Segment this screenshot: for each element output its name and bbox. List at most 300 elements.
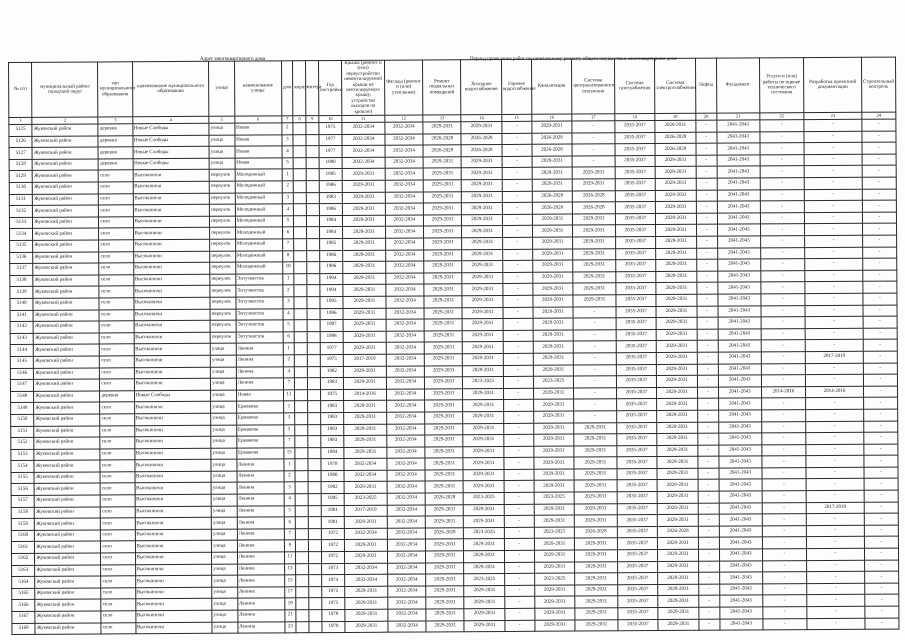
table-cell: -	[572, 132, 615, 144]
table-cell: -	[696, 178, 717, 190]
table-cell: -	[805, 212, 863, 224]
table-cell: 2029-2031	[424, 261, 462, 273]
table-cell: 2035-2037	[615, 237, 656, 249]
table-cell: 1972	[321, 551, 344, 563]
table-cell: -	[761, 375, 806, 387]
table-cell: 2029-2031	[425, 481, 463, 493]
table-cell: Ленина	[237, 563, 284, 575]
table-cell: -	[807, 595, 865, 607]
table-cell	[307, 355, 320, 367]
table-cell: 9	[284, 540, 296, 552]
table-cell: 2029-2031	[463, 458, 504, 470]
table-cell: 2032-2034	[386, 365, 424, 377]
table-cell: -	[502, 214, 532, 226]
table-cell: 2029-2031	[424, 330, 462, 342]
table-cell: 5130	[9, 182, 32, 194]
table-cell: -	[502, 226, 532, 238]
table-cell	[296, 586, 309, 598]
table-cell: 2032-2034	[385, 157, 423, 169]
table-cell	[308, 517, 321, 529]
table-cell: 2029-2031	[575, 538, 618, 550]
table-cell: 2035-2037	[615, 121, 656, 133]
table-cell: Высокиничи	[135, 564, 212, 576]
table-cell: село	[101, 530, 135, 542]
table-cell: 2041-2043	[719, 561, 762, 573]
table-cell: 2035-2037	[616, 318, 657, 330]
table-cell: -	[804, 131, 862, 143]
table-cell: -	[760, 259, 805, 271]
table-cell: 2	[281, 123, 293, 135]
table-cell: -	[862, 166, 896, 178]
table-cell: 2026-2028	[423, 145, 461, 157]
table-cell	[293, 146, 306, 158]
table-cell: 2029-2031	[344, 412, 387, 424]
table-cell: 2026-2028	[573, 202, 616, 214]
table-cell: -	[698, 607, 719, 619]
table-cell: 2041-2043	[717, 224, 760, 236]
table-cell: 2023-2025	[464, 574, 505, 586]
table-cell: Высокиничи	[135, 494, 212, 506]
table-cell: Энтузиастов	[236, 320, 283, 332]
table-cell: 2029-2031	[463, 353, 504, 365]
table-cell: Жуковский район	[35, 623, 101, 635]
table-cell: 2029-2031	[534, 550, 575, 562]
table-cell: 2041-2043	[719, 549, 762, 561]
column-number: 1	[9, 117, 32, 124]
table-cell: Ленина	[236, 355, 283, 367]
table-cell: 1983	[320, 412, 343, 424]
table-cell: 2035-2037	[617, 457, 658, 469]
table-cell: 2029-2031	[573, 272, 616, 284]
table-cell: -	[862, 223, 896, 235]
table-cell	[296, 552, 309, 564]
table-cell: -	[574, 411, 617, 423]
table-cell: -	[805, 293, 863, 305]
table-cell: 2029-2031	[532, 225, 573, 237]
table-cell: 1	[282, 169, 294, 181]
table-cell: Жуковский район	[34, 356, 100, 368]
column-number: 2	[32, 117, 98, 124]
table-cell: 1986	[320, 262, 343, 274]
table-cell	[308, 401, 321, 413]
table-cell: Жуковский район	[35, 518, 101, 530]
table-cell: 2029-2031	[658, 549, 699, 561]
table-cell: 2032-2034	[386, 342, 424, 354]
table-cell: 2035-2037	[616, 329, 657, 341]
table-cell: 2035-2037	[617, 492, 658, 504]
table-cell: 5154	[11, 461, 34, 473]
table-cell: Жуковский район	[33, 286, 99, 298]
table-cell: 1975	[319, 123, 342, 135]
table-cell: -	[759, 120, 804, 132]
table-cell: переулок	[210, 204, 236, 216]
table-cell: Высокиничи	[135, 587, 212, 599]
table-cell: 2029-2031	[532, 179, 573, 191]
table-cell: 2035-2037	[617, 515, 658, 527]
table-cell: Жуковский район	[35, 565, 101, 577]
column-number: 20	[695, 113, 716, 120]
table-cell	[295, 482, 308, 494]
table-cell: 2029-2031	[657, 457, 698, 469]
table-cell: 2029-2031	[343, 331, 386, 343]
table-cell	[294, 192, 307, 204]
table-cell: 2029-2031	[657, 480, 698, 492]
table-cell: 5128	[9, 159, 32, 171]
column-header: Год постройки	[318, 60, 342, 115]
table-cell: 1983	[320, 424, 343, 436]
column-number: 23	[804, 112, 862, 119]
table-cell: -	[760, 154, 805, 166]
table-cell: 2041-2043	[718, 294, 761, 306]
table-cell: 2029-2031	[345, 540, 388, 552]
table-cell	[306, 157, 319, 169]
table-cell: 1980	[321, 470, 344, 482]
table-cell: -	[697, 398, 718, 410]
table-cell: 1	[283, 343, 295, 355]
table-cell: 2029-2031	[426, 620, 464, 632]
table-cell: переулок	[210, 251, 236, 263]
table-cell: 2029-2031	[343, 285, 386, 297]
table-cell: переулок	[210, 228, 236, 240]
table-cell: 2029-2031	[345, 586, 388, 598]
table-cell: -	[697, 329, 718, 341]
table-cell: 2041-2043	[717, 120, 760, 132]
table-cell	[306, 169, 319, 181]
table-cell: 2032-2034	[387, 528, 425, 540]
table-cell: Ленина	[236, 378, 283, 390]
table-cell: Энтузиастов	[236, 274, 283, 286]
table-cell: село	[100, 437, 134, 449]
table-cell: 2029-2031	[533, 341, 574, 353]
table-cell: -	[863, 397, 897, 409]
table-cell: 1975	[320, 389, 343, 401]
table-cell: 1994	[320, 273, 343, 285]
table-cell: -	[762, 514, 807, 526]
table-cell: 2023-2025	[464, 493, 505, 505]
table-cell: 2029-2031	[464, 585, 505, 597]
table-cell: -	[864, 444, 898, 456]
table-cell: 2014-2016	[344, 389, 387, 401]
table-cell: 2041-2043	[718, 259, 761, 271]
table-cell: 1972	[321, 528, 344, 540]
table-cell: деревня	[98, 124, 132, 136]
table-cell: 2026-2028	[655, 144, 696, 156]
table-cell: -	[760, 282, 805, 294]
table-cell: 2029-2031	[424, 226, 462, 238]
table-cell: 2029-2031	[343, 250, 386, 262]
table-cell: -	[503, 353, 533, 365]
table-cell: Высокиничи	[134, 378, 211, 390]
table-cell: 5125	[9, 124, 32, 136]
table-cell: 2032-2034	[385, 168, 423, 180]
table-cell: 4	[283, 366, 295, 378]
table-cell: -	[504, 527, 534, 539]
column-number: 8	[293, 116, 306, 123]
table-cell: 5158	[11, 507, 34, 519]
table-cell: -	[572, 144, 615, 156]
table-cell: 2029-2031	[533, 318, 574, 330]
table-cell: Новая	[235, 146, 282, 158]
table-cell: Жуковский район	[34, 449, 100, 461]
table-cell: -	[696, 213, 717, 225]
table-cell: Жуковский район	[35, 553, 101, 565]
table-cell: Высокиничи	[133, 239, 210, 251]
table-cell: 2029-2031	[424, 319, 462, 331]
table-cell: 2032-2034	[385, 215, 423, 227]
column-number: 7	[281, 116, 293, 123]
table-cell: 2029-2031	[424, 215, 462, 227]
table-cell: 2017-2019	[344, 505, 387, 517]
table-cell: 2032-2034	[386, 261, 424, 273]
table-cell: -	[863, 363, 897, 375]
table-cell: 2029-2031	[426, 551, 464, 563]
table-cell: 2041-2043	[717, 236, 760, 248]
table-cell: Высокиничи	[133, 274, 210, 286]
table-cell: 2035-2037	[618, 596, 659, 608]
table-cell: Высокиничи	[133, 228, 210, 240]
table-cell: село	[101, 541, 135, 553]
table-cell: Высокиничи	[135, 518, 212, 530]
table-cell: Высокиничи	[135, 483, 212, 495]
table-cell: Жуковский район	[33, 182, 99, 194]
table-cell: 2029-2031	[532, 121, 573, 133]
table-cell: 2029-2031	[656, 341, 697, 353]
table-cell: Жуковский район	[33, 263, 99, 275]
table-cell: 2041-2043	[720, 595, 763, 607]
table-cell: 2035-2037	[617, 550, 658, 562]
table-cell: 5149	[11, 403, 34, 415]
table-cell	[309, 598, 322, 610]
table-cell: 2041-2043	[718, 352, 761, 364]
table-cell	[294, 273, 307, 285]
table-cell: село	[99, 275, 133, 287]
table-cell: -	[502, 203, 532, 215]
table-cell: 2032-2034	[345, 563, 388, 575]
table-cell: 15	[283, 447, 295, 459]
table-cell: 5131	[9, 194, 32, 206]
table-cell: 2029-2031	[423, 122, 461, 134]
table-cell: Высокиничи	[133, 170, 210, 182]
table-cell: село	[99, 182, 133, 194]
table-cell: 2032-2034	[386, 284, 424, 296]
table-cell: 2029-2031	[533, 353, 574, 365]
table-cell: 15	[284, 575, 296, 587]
table-cell: Жуковский район	[32, 124, 98, 136]
table-cell: 2029-2031	[425, 458, 463, 470]
table-cell: -	[761, 352, 806, 364]
table-cell: 2029-2031	[658, 538, 699, 550]
table-cell: 2029-2031	[344, 435, 387, 447]
table-cell: -	[805, 258, 863, 270]
table-cell: улица	[211, 494, 237, 506]
table-cell: улица	[211, 413, 237, 425]
table-cell: 2035-2037	[616, 283, 657, 295]
table-cell: село	[100, 448, 134, 460]
table-cell: 2026-2028	[572, 190, 615, 202]
table-cell: -	[696, 259, 717, 271]
table-cell: переулок	[210, 239, 236, 251]
table-cell: -	[573, 341, 616, 353]
table-cell: -	[863, 339, 897, 351]
table-cell: улица	[210, 343, 236, 355]
table-cell: 2029-2031	[426, 539, 464, 551]
column-header: тип муниципального образования	[98, 62, 132, 117]
table-cell: -	[864, 455, 898, 467]
table-cell: Жуковский район	[33, 159, 99, 171]
table-cell: -	[504, 446, 534, 458]
table-cell: 2032-2034	[385, 122, 423, 134]
table-cell: 2029-2031	[343, 238, 386, 250]
table-cell: -	[502, 133, 532, 145]
table-cell: Ленина	[236, 343, 283, 355]
table-cell: -	[762, 479, 807, 491]
table-cell: 2029-2031	[464, 562, 505, 574]
table-cell: 5	[283, 424, 295, 436]
table-cell: -	[505, 597, 535, 609]
table-cell: село	[101, 506, 135, 518]
table-cell: 2029-2031	[423, 191, 461, 203]
table-cell: Энтузиастов	[236, 332, 283, 344]
table-cell	[295, 494, 308, 506]
table-cell: переулок	[210, 297, 236, 309]
table-cell: 1972	[321, 540, 344, 552]
table-cell: 2035-2037	[616, 306, 657, 318]
table-cell: 2029-2031	[656, 202, 697, 214]
table-cell: Ленина	[237, 482, 284, 494]
table-cell: 2026-2028	[423, 133, 461, 145]
table-cell: 1985	[319, 169, 342, 181]
table-cell: 2029-2031	[575, 596, 618, 608]
table-cell: Ленина	[237, 471, 284, 483]
table-cell: -	[760, 224, 805, 236]
table-cell: -	[864, 479, 898, 491]
column-header: Разработка проектной документации	[804, 57, 862, 112]
table-cell: 5127	[9, 148, 32, 160]
table-cell: 2029-2031	[425, 435, 463, 447]
table-cell: 1998	[320, 331, 343, 343]
table-cell: Высокиничи	[133, 181, 210, 193]
table-cell: -	[574, 376, 617, 388]
table-cell: Высокиничи	[134, 402, 211, 414]
table-cell: 10	[282, 262, 294, 274]
table-cell: -	[760, 270, 805, 282]
table-cell: -	[761, 317, 806, 329]
table-cell: -	[504, 434, 534, 446]
table-cell: -	[804, 119, 862, 131]
table-cell: 2029-2031	[464, 551, 505, 563]
table-cell: улица	[211, 517, 237, 529]
column-header: муниципальный район/городской округ	[32, 62, 98, 117]
table-cell: село	[101, 518, 135, 530]
table-cell: Жуковский район	[34, 472, 100, 484]
table-cell: 2029-2031	[534, 515, 575, 527]
table-cell: 2029-2031	[424, 238, 462, 250]
table-cell: 2029-2031	[463, 446, 504, 458]
column-number: 22	[759, 113, 804, 120]
table-cell: 2023-2025	[534, 573, 575, 585]
table-cell: 5135	[10, 240, 33, 252]
table-cell	[294, 331, 307, 343]
table-cell: -	[807, 537, 865, 549]
table-cell: 2041-2043	[718, 363, 761, 375]
table-cell: -	[502, 121, 532, 133]
table-cell	[306, 215, 319, 227]
table-cell: 2032-2034	[387, 435, 425, 447]
table-cell: -	[807, 571, 865, 583]
table-cell: Ленина	[237, 587, 284, 599]
table-cell: 2029-2031	[656, 225, 697, 237]
table-cell: -	[806, 409, 864, 421]
table-cell: -	[698, 491, 719, 503]
table-cell: -	[503, 318, 533, 330]
table-cell: 2041-2043	[719, 445, 762, 457]
table-cell: 6	[283, 332, 295, 344]
column-number: 17	[572, 114, 615, 121]
table-cell: -	[505, 585, 535, 597]
table-cell: 5153	[11, 449, 34, 461]
table-cell: улица	[212, 564, 238, 576]
table-cell: село	[100, 402, 134, 414]
table-cell: 2029-2031	[464, 481, 505, 493]
table-cell: Молодежный	[235, 262, 282, 274]
table-cell: -	[761, 468, 806, 480]
table-cell: Жуковский район	[33, 240, 99, 252]
column-number: 9	[306, 116, 319, 123]
table-cell: 5148	[11, 391, 34, 403]
table-cell: 5159	[11, 519, 34, 531]
table-cell: село	[99, 263, 133, 275]
table-cell: -	[761, 444, 806, 456]
table-cell: улица	[211, 506, 237, 518]
table-cell: 2041-2043	[717, 166, 760, 178]
table-cell: 2029-2031	[462, 249, 503, 261]
table-cell: улица	[212, 529, 238, 541]
table-cell: -	[698, 549, 719, 561]
table-cell: 1975	[321, 586, 344, 598]
table-cell: 2035-2037	[615, 213, 656, 225]
table-cell: 2032-2034	[387, 586, 425, 598]
table-cell: 2029-2031	[462, 168, 503, 180]
column-header: Система электроснабжения	[655, 58, 696, 113]
table-cell	[296, 598, 309, 610]
table-cell: улица	[212, 541, 238, 553]
table-cell: -	[696, 248, 717, 260]
table-cell: 11	[284, 552, 296, 564]
table-cell: 5146	[10, 368, 33, 380]
table-cell: 2029-2031	[462, 226, 503, 238]
table-cell: 2041-2043	[717, 178, 760, 190]
table-cell: 2035-2037	[617, 480, 658, 492]
table-cell	[294, 343, 307, 355]
table-cell: 2035-2037	[618, 619, 659, 631]
table-cell: 2035-2037	[617, 526, 658, 538]
table-cell: -	[807, 560, 865, 572]
table-cell: село	[101, 483, 135, 495]
table-cell: 2029-2031	[424, 354, 462, 366]
table-cell: 1983	[320, 378, 343, 390]
table-cell	[296, 540, 309, 552]
table-cell: Высокиничи	[133, 216, 210, 228]
table-cell: село	[101, 599, 135, 611]
table-cell: -	[864, 548, 898, 560]
table-cell: 2032-2034	[387, 539, 425, 551]
table-cell: улица	[211, 448, 237, 460]
table-cell: 2026-2028	[425, 493, 463, 505]
table-cell: улица	[212, 552, 238, 564]
column-number: 21	[717, 113, 760, 120]
table-cell: Жуковский район	[34, 483, 100, 495]
table-cell: -	[697, 422, 718, 434]
